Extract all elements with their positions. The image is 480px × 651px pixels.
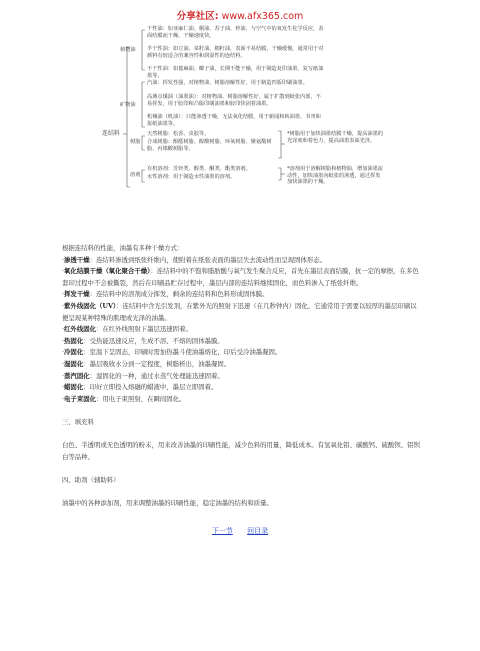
drying-intro: 根据连结料的性能，油墨有多种干燥方式：: [62, 244, 184, 252]
drying-method-9: ·蜡固化：印好立即投入熔融的蜡液中，墨层立即固着。: [62, 383, 218, 392]
drying-method-6: ·冷固化：室温下呈固态，印刷时需加热墨斗使油墨熔化，印后受冷油墨凝固。: [62, 348, 282, 357]
method-desc: ：印好立即投入熔融的蜡液中，墨层立即固着。: [83, 383, 218, 392]
oil-item-drying: 干性油：如亚麻仁油、桐油、苏子油、梓油，与空气中的氧发生化学反应，表面结膜而干燥，干燥速度快。: [147, 26, 324, 39]
site-logo: 分享社区:: [176, 11, 219, 22]
method-desc: ：用电子束照射，在瞬间固化。: [96, 394, 186, 403]
drying-method-3: ·紫外线固化（UV）：连结料中含光引发剂，在紫外光的照射下迅速（在几秒钟内）固化，它通常用于需要以较厚的墨层印刷以便呈现某种特殊的肌理或光泽的油墨。: [62, 301, 417, 322]
drying-method-5: ·热固化：受热能迅速反应，生成不溶、不熔的固体墨膜。: [62, 336, 224, 345]
site-banner: [0, 8, 480, 22]
method-desc: ：连结料中含光引发剂，在紫外光的照射下迅速（在几秒钟内）固化，它通常用于需要以较厚的墨层印刷以便呈现某种特殊的肌理或光泽的油墨。: [62, 301, 417, 322]
solvent-item-water: 水性溶剂：用于制造水性油墨的溶剂。: [147, 174, 236, 180]
method-name: 紫外线固化（UV）: [64, 301, 117, 310]
drying-method-0: ·渗透干燥：连结料渗透到纸张纤维内，使附着在纸张表面的墨层失去流动性而呈现固体形态。: [62, 255, 327, 264]
method-name: 挥发干燥: [64, 290, 90, 299]
binder-classification-diagram: [100, 22, 385, 212]
main-content: [62, 243, 422, 510]
method-name: 氧化结膜干燥（氧化聚合干燥）: [64, 267, 151, 276]
section-3-title: 三、填充料: [62, 417, 94, 426]
drying-method-8: ·蒸汽固化：湿固化的一种，通过水蒸气处理能迅速固着。: [62, 371, 224, 380]
method-desc: ：墨层吸收水分到一定程度，树脂析出，油墨凝固。: [83, 359, 231, 368]
method-desc: ：连结料中的溶剂成分挥发，剩余的连结料和色料形成固体膜。: [89, 290, 269, 299]
root-label: 连结料: [102, 130, 121, 137]
drying-method-7: ·湿固化：墨层吸收水分到一定程度，树脂析出，油墨凝固。: [62, 359, 231, 368]
method-name: 电子束固化: [64, 394, 96, 403]
section-4-title: 四、助剂（辅助料）: [62, 475, 120, 484]
drying-method-2: ·挥发干燥：连结料中的溶剂成分挥发，剩余的连结料和色料形成固体膜。: [62, 290, 269, 299]
site-url[interactable]: www.afx365.com: [221, 11, 304, 22]
method-desc: ：连结料渗透到纸张纤维内，使附着在纸张表面的墨层失去流动性而呈现固体形态。: [89, 255, 327, 264]
oil-item-nondrying: 不干性油：如蓖麻油、椰子油，长期不能干燥，用于制造复印油墨、复写纸油墨等。: [147, 66, 324, 79]
method-desc: ：受热能迅速反应，生成不溶、不熔的固体墨膜。: [83, 336, 224, 345]
resin-item-natural: 天然树脂：松香、虫胶等。: [147, 131, 210, 137]
method-name: 红外线固化: [64, 325, 96, 334]
method-desc: ：在红外线照射下墨层迅速固着。: [96, 325, 192, 334]
next-section-link[interactable]: 下一节: [211, 527, 233, 535]
method-name: 渗透干燥: [64, 255, 90, 264]
method-name: 蒸汽固化: [64, 371, 90, 380]
section-3-text: 白色、半透明或无色透明的粉末，用来改善油墨的印刷性能，减少色料的用量，降低成本。有氢氧化铝、碳酸钙、硫酸钡、铝钡白等品种。: [62, 441, 420, 461]
drying-methods-list: [62, 255, 422, 406]
solvent-note: *溶剂用于溶解树脂和植物油，增加油墨流动性，加快油墨向纸张的渗透，通过挥发加快油墨的干燥。: [287, 166, 383, 186]
method-name: 热固化: [64, 336, 84, 345]
resin-item-synthetic: 合成树脂：酚醛树脂、醇酸树脂、环氧树脂、聚氨酯树脂、丙烯酸树脂等。: [147, 139, 272, 152]
method-name: 蜡固化: [64, 383, 84, 392]
mineral-item-kerosene: 高沸点煤油（油墨油）：对植物油、树脂溶解性好，属于扩散到纸张内部，不易挥发，用于胶印和凸版印刷油墨和胶印快固着油墨。: [147, 94, 321, 107]
drying-method-4: ·红外线固化：在红外线照射下墨层迅速固着。: [62, 325, 192, 334]
page-navigation: [0, 526, 480, 536]
mineral-item-gasoline: 汽油：挥发性强，对植物油、树脂溶解性好，用于制造凹版印刷油墨。: [147, 80, 308, 86]
method-desc: ：湿固化的一种，通过水蒸气处理能迅速固着。: [89, 371, 224, 380]
resin-label: 树脂: [130, 139, 141, 145]
oil-item-semidrying: 半干性油：如豆油、菜籽油、棉籽油，表面不易结膜，干燥缓慢，通常用于对颜料有较适合的兼容性和润湿性的连结料。: [147, 46, 324, 59]
method-desc: ：连结料中的不饱和脂肪酸与氧气发生聚合反应，首先在墨层表面结膜，抗一定的摩擦，在多色套印过程中不会被撕裂，然后在印刷品贮存过程中，墨层内部的连结料继续固化，而色料渗入了纸张纤维。: [62, 267, 419, 287]
solvent-label: 溶剂: [130, 172, 141, 178]
section-4-text: 油墨中的各种添加剂，用来调整油墨的印刷性能，稳定油墨的结构和质量。: [62, 499, 273, 508]
oil-label: 植物油: [120, 47, 136, 53]
mineral-label: 矿物油: [120, 102, 136, 108]
drying-method-1: ·氧化结膜干燥（氧化聚合干燥）：连结料中的不饱和脂肪酸与氧气发生聚合反应，首先在墨层表面结膜，抗一定的摩擦，在多色套印过程中不会被撕裂，然后在印刷品贮存过程中，墨层内部的连结料继续固化，而色料渗入了纸张纤维。: [62, 267, 419, 287]
solvent-item-organic: 有机溶剂：芳烃类、醇类、酮类、酯类溶剂。: [147, 166, 251, 172]
drying-method-10: ·电子束固化：用电子束照射，在瞬间固化。: [62, 394, 186, 403]
method-name: 湿固化: [64, 359, 84, 368]
method-desc: ：室温下呈固态，印刷时需加热墨斗使油墨熔化，印后受冷油墨凝固。: [83, 348, 282, 357]
resin-note: *树脂用于加快油墨结膜干燥，提高油墨的光泽度和着色力，提高油墨表面光泽。: [287, 131, 383, 144]
table-of-contents-link[interactable]: 回目录: [247, 527, 269, 535]
mineral-item-machine-oil: 机械油（机油）：只能渗透干燥，无法氧化结膜，用于新闻和转油墨、书刊和报纸油墨等。: [147, 114, 321, 127]
method-name: 冷固化: [64, 348, 84, 357]
